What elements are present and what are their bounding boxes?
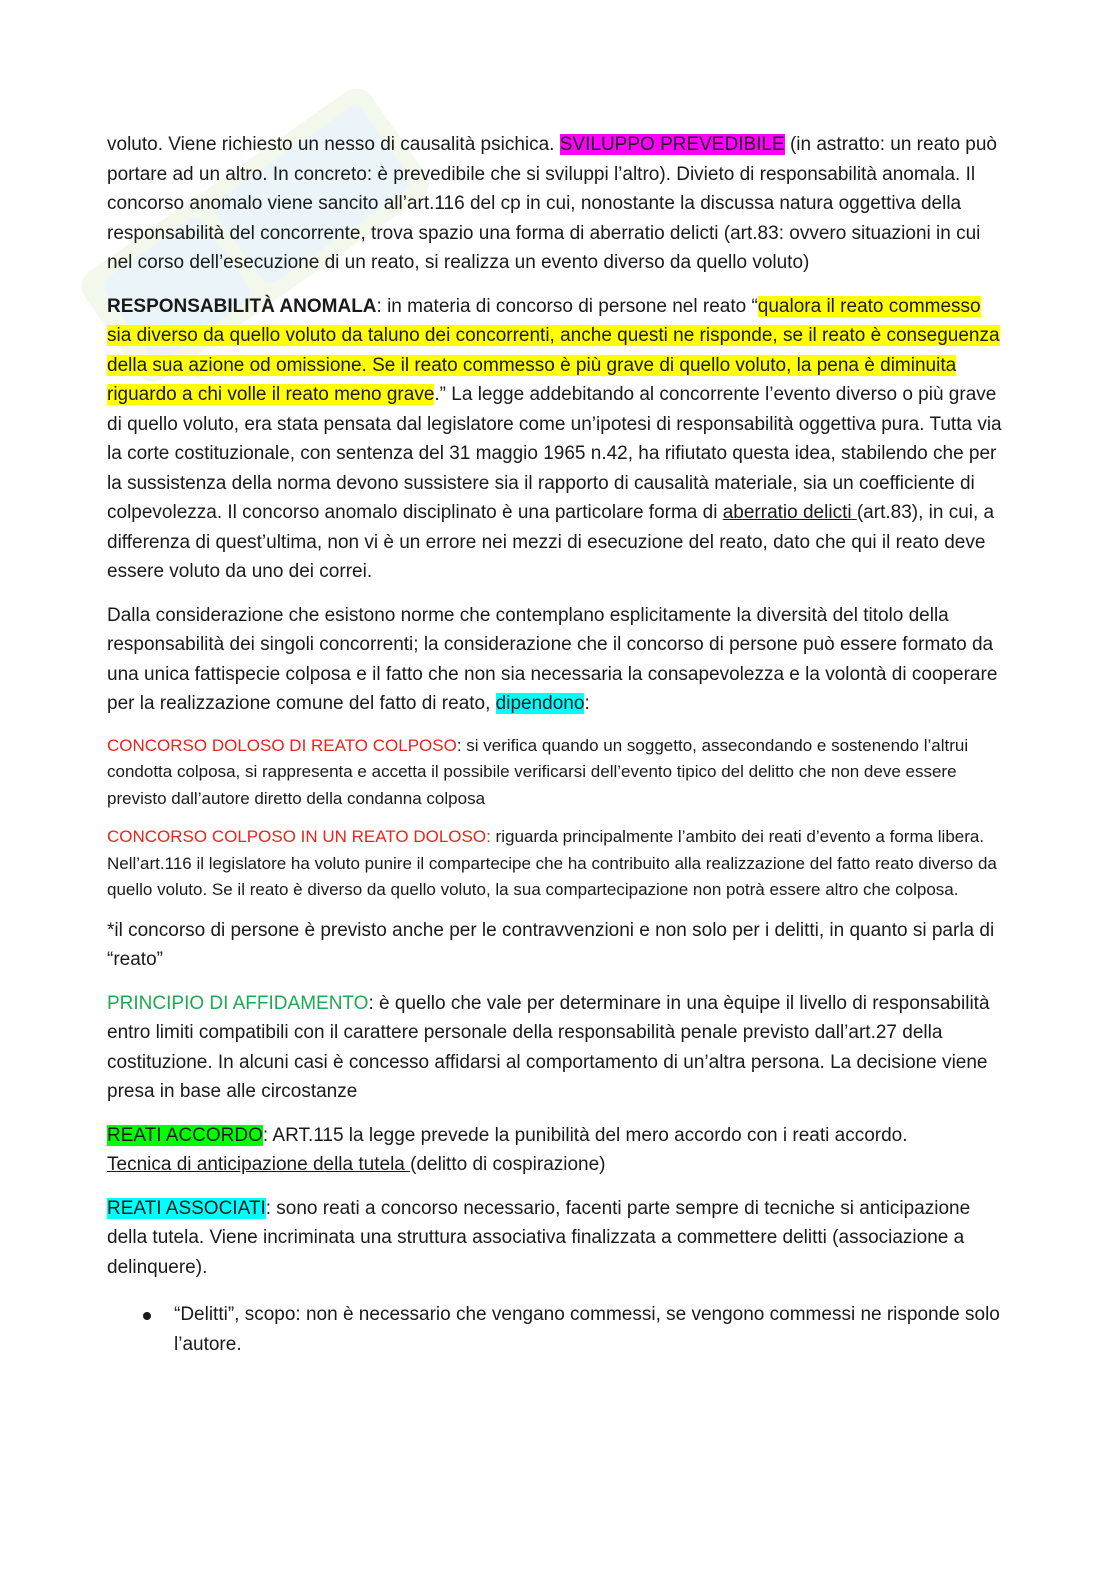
paragraph-reati-associati [107,1194,1007,1283]
text-span: : è quello che vale per determinare in una èquipe il livello di responsabilità entro limiti compatibili con il carattere personale della responsabilità penale previsto dall’art.27 della costituzione. In alcuni casi è concesso affidarsi al comportamento di un’altra persona. La decisione viene presa in base alle circostanze [107,992,990,1102]
bullet-list [107,1300,1007,1359]
text-span: : si verifica quando un soggetto, assecondando e sostenendo l’altrui condotta colposa, si rappresenta e accetta il possibile verificarsi dell’evento tipico del delitto che non deve essere previsto dall’autore diretto della condanna colposa [107,735,969,808]
text-span: : sono reati a concorso necessario, facenti parte sempre di tecniche si anticipazione della tutela. Viene incriminata una struttura associativa finalizzata a commettere delitti (associazione a delinquere). [107,1197,971,1278]
term-concorso-colposo: CONCORSO COLPOSO IN UN REATO DOLOSO: [107,827,491,846]
term-responsabilita-anomala: RESPONSABILITÀ ANOMALA [107,295,377,317]
term-principio-affidamento: PRINCIPIO DI AFFIDAMENTO [107,992,369,1014]
bullet-icon [143,1312,151,1320]
paragraph-concorso-doloso [107,733,1007,813]
term-reati-accordo: REATI ACCORDO [107,1124,263,1146]
text-span: : [584,693,590,714]
paragraph-affidamento [107,989,1007,1107]
underline-aberratio: aberratio delicti [722,502,857,523]
list-item-text: “Delitti”, scopo: non è necessario che vengano commessi, se vengono commessi ne risponde solo l’autore. [174,1304,1000,1355]
text-span: Dalla considerazione che esistono norme che contemplano esplicitamente la diversità del titolo della responsabilità dei singoli concorrenti; la considerazione che il concorso di persone può essere formato da una unica fattispecie colposa e il fatto che non sia necessaria la consapevolezza e la volontà di cooperare per la realizzazione comune del fatto di reato, [107,604,998,714]
underline-tecnica: Tecnica di anticipazione della tutela [107,1154,411,1175]
text-span: (art.83), in cui, a differenza di quest’ultima, non vi è un errore nei mezzi di esecuzione del reato, dato che qui il reato deve essere voluto da uno dei correi. [107,502,995,582]
list-item [107,1300,1007,1359]
paragraph-1 [107,130,1007,278]
highlight-quote: qualora il reato commesso sia diverso da quello voluto da taluno dei concorrenti, anche questi ne risponde, se il reato è conseguenza della sua azione od omissione. Se il reato commesso è più grave di quello voluto, la pena è diminuita riguardo a chi volle il reato meno grave [107,295,1000,405]
text-span: (in astratto: un reato può portare ad un altro. In concreto: è prevedibile che si sviluppi l’altro). Divieto di responsabilità anomala. Il concorso anomalo viene sancito all’art.116 del cp in cui, nonostante la discussa natura oggettiva della responsabilità del concorrente, trova spazio una forma di aberratio delicti (art.83: ovvero situazioni in cui nel corso dell’esecuzione di un reato, si realizza un evento diverso da quello voluto) [107,134,997,273]
term-concorso-doloso: CONCORSO DOLOSO DI REATO COLPOSO [107,735,457,755]
highlight-dipendono: dipendono [495,693,585,714]
text-span: : in materia di concorso di persone nel reato “ [376,295,758,317]
text-span: .” La legge addebitando al concorrente l’evento diverso o più grave di quello voluto, era stata pensata dal legislatore come un’ipotesi di responsabilità oggettiva pura. Tutta via la corte costituzionale, con sentenza del 31 maggio 1965 n.42, ha rifiutato questa idea, stabilendo che per la sussistenza della norma devono sussistere sia il rapporto di causalità materiale, sia un coefficiente di colpevolezza. Il concorso anomalo disciplinato è una particolare forma di [107,384,1002,523]
paragraph-reati-accordo [107,1121,1007,1180]
text-span: (delitto di cospirazione) [410,1154,606,1175]
paragraph-concorso-colposo [107,824,1007,904]
term-reati-associati: REATI ASSOCIATI [107,1197,266,1219]
text-span: voluto. Viene richiesto un nesso di causalità psichica. [107,134,560,155]
highlight-sviluppo: SVILUPPO PREVEDIBILE [559,134,785,155]
paragraph-responsabilita [107,292,1007,587]
document-page [107,130,1007,1359]
text-span: : ART.115 la legge prevede la punibilità del mero accordo con i reati accordo. [262,1124,908,1146]
paragraph-note [107,916,1007,975]
paragraph-considerazione [107,601,1007,719]
text-span: riguarda principalmente l’ambito dei reati d’evento a forma libera. Nell’art.116 il legislatore ha voluto punire il compartecipe che ha contribuito alla realizzazione del fatto reato diverso da quello voluto. Se il reato è diverso da quello voluto, la sua compartecipazione non potrà essere altro che colposa. [107,827,997,899]
text-span: *il concorso di persone è previsto anche per le contravvenzioni e non solo per i delitti, in quanto si parla di “reato” [107,919,995,970]
